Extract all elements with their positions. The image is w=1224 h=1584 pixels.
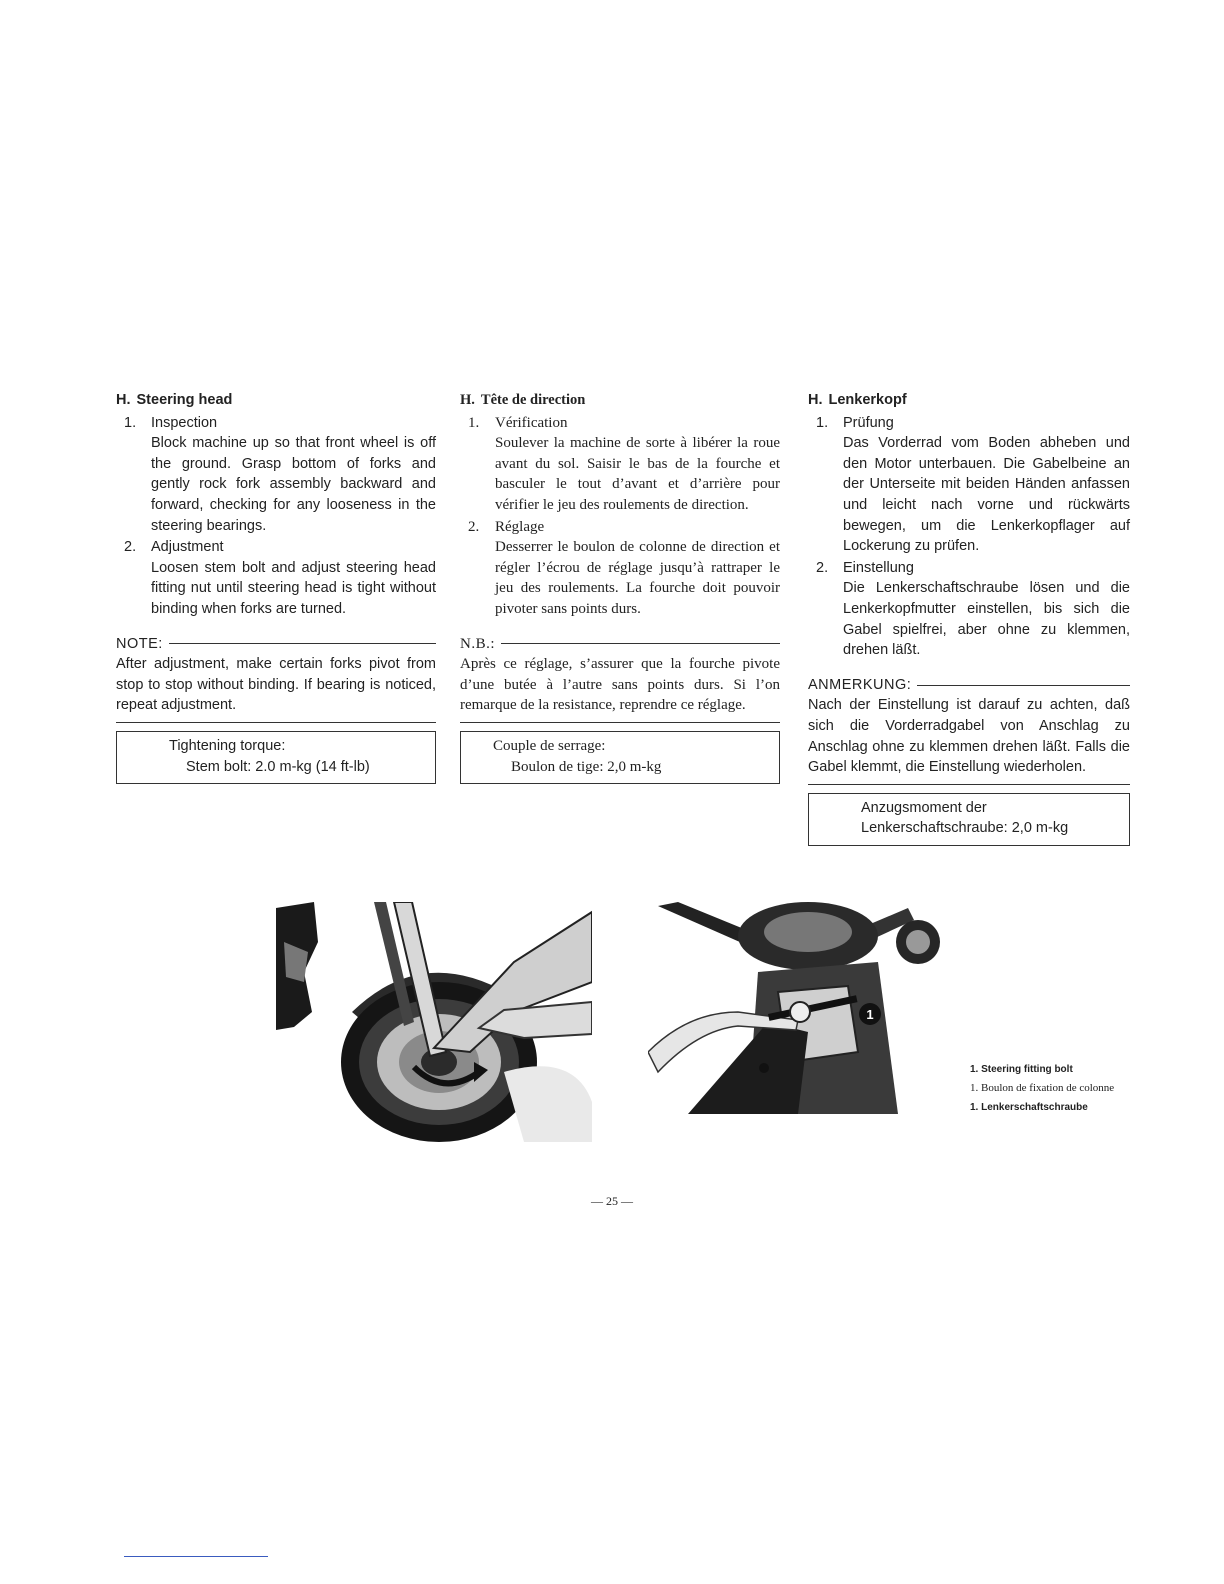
step-number: 1. bbox=[468, 414, 480, 431]
step-inspection bbox=[116, 413, 436, 537]
step-number: 2. bbox=[124, 539, 137, 556]
caption-german: 1. Lenkerschaftschraube bbox=[970, 1102, 1088, 1113]
step-title: Prüfung bbox=[843, 414, 894, 431]
note-block bbox=[808, 675, 1130, 785]
step-title: Inspection bbox=[151, 414, 218, 431]
note-rule bbox=[917, 685, 1130, 686]
section-heading bbox=[116, 390, 436, 411]
torque-value: Stem bolt: 2.0 m-kg (14 ft-lb) bbox=[186, 758, 370, 775]
step-reglage bbox=[460, 517, 780, 620]
note-rule bbox=[169, 643, 436, 644]
section-heading bbox=[460, 390, 780, 411]
note-label: NOTE: bbox=[116, 635, 163, 652]
step-title: Einstellung bbox=[843, 559, 914, 576]
steering-bolt-illustration bbox=[648, 902, 944, 1114]
step-adjustment bbox=[116, 537, 436, 619]
note-block bbox=[460, 634, 780, 723]
heading-title: Lenkerkopf bbox=[828, 392, 907, 408]
step-number: 2. bbox=[468, 518, 480, 535]
note-header bbox=[808, 675, 1130, 696]
step-body: Block machine up so that front wheel is off the ground. Grasp bottom of forks and gently rock fork assembly backward and forward, checking for any looseness in the steering bearings. bbox=[151, 435, 436, 534]
torque-label: Couple de serrage: bbox=[493, 737, 606, 754]
torque-label: Anzugsmoment der bbox=[861, 799, 987, 816]
note-body: Nach der Einstellung ist darauf zu achten, daß sich die Vorderradgabel von Anschlag zu Anschlag ohne zu klemmen drehen läßt. Falls die Gabel klemmt, die Einstellung wiederholen. bbox=[808, 695, 1130, 784]
step-pruefung bbox=[808, 413, 1130, 557]
footer-link-rule bbox=[124, 1556, 268, 1557]
photo-caption bbox=[970, 1060, 1114, 1117]
photo-steering-stem-bolt bbox=[648, 902, 944, 1114]
section-heading bbox=[808, 390, 1130, 411]
heading-letter: H. bbox=[808, 392, 823, 408]
torque-box bbox=[808, 793, 1130, 846]
caption-english: 1. Steering fitting bolt bbox=[970, 1064, 1073, 1075]
torque-label: Tightening torque: bbox=[169, 737, 286, 754]
heading-letter: H. bbox=[460, 392, 475, 408]
step-number: 2. bbox=[816, 559, 829, 576]
step-number: 1. bbox=[816, 414, 829, 431]
torque-value: Boulon de tige: 2,0 m-kg bbox=[511, 758, 662, 775]
note-header bbox=[460, 634, 780, 655]
note-header bbox=[116, 634, 436, 655]
step-title: Réglage bbox=[495, 518, 545, 535]
heading-letter: H. bbox=[116, 392, 131, 408]
step-body: Soulever la machine de sorte à libérer la roue avant du sol. Saisir le bas de la fourche et basculer le tout d’avant et d’arrière pour vérifier le jeu des roulements de direction. bbox=[495, 435, 780, 513]
heading-title: Steering head bbox=[136, 392, 233, 408]
step-body: Loosen stem bolt and adjust steering head fitting nut until steering head is tight without binding when forks are turned. bbox=[151, 559, 436, 617]
step-body: Desserrer le boulon de colonne de direction et régler l’écrou de réglage jusqu’à rattraper le jeu des roulements. La fourche doit pouvoir pivoter sans points durs. bbox=[495, 539, 780, 617]
step-verification bbox=[460, 413, 780, 516]
step-title: Vérification bbox=[495, 414, 568, 431]
front-wheel-illustration bbox=[274, 902, 592, 1142]
photo-front-wheel-fork bbox=[274, 902, 592, 1142]
page-number: — 25 — bbox=[591, 1194, 633, 1208]
step-einstellung bbox=[808, 558, 1130, 661]
note-block bbox=[116, 634, 436, 723]
heading-title: Tête de direction bbox=[480, 392, 586, 408]
step-body: Das Vorderrad vom Boden abheben und den Motor unterbauen. Die Gabelbeine an der Unterseite mit beiden Händen anfassen und leicht nach vorne und rückwärts bewegen, um die Lenkerkopflager auf Lockerung zu prüfen. bbox=[843, 435, 1130, 555]
french-column bbox=[460, 390, 780, 784]
note-body: Après ce réglage, s’assurer que la fourche pivote d’une butée à l’autre sans points durs. Si l’on remarque de la resistance, reprendre ce réglage. bbox=[460, 654, 780, 723]
step-number: 1. bbox=[124, 414, 137, 431]
german-column bbox=[808, 390, 1130, 846]
note-label: N.B.: bbox=[460, 635, 496, 652]
note-rule bbox=[501, 643, 780, 644]
note-label: ANMERKUNG: bbox=[808, 676, 912, 693]
note-body: After adjustment, make certain forks pivot from stop to stop without binding. If bearing is noticed, repeat adjustment. bbox=[116, 654, 436, 723]
torque-box bbox=[116, 731, 436, 784]
torque-box bbox=[460, 731, 780, 784]
step-body: Die Lenkerschaftschraube lösen und die Lenkerkopfmutter einstellen, bis sich die Gabel spielfrei, aber ohne zu klemmen, drehen läßt. bbox=[843, 580, 1130, 659]
step-title: Adjustment bbox=[151, 539, 224, 556]
caption-french: 1. Boulon de fixation de colonne bbox=[970, 1082, 1115, 1094]
photo-callout-number: 1 bbox=[866, 1007, 874, 1022]
torque-value: Lenkerschaftschraube: 2,0 m-kg bbox=[861, 820, 1069, 837]
english-column bbox=[116, 390, 436, 784]
